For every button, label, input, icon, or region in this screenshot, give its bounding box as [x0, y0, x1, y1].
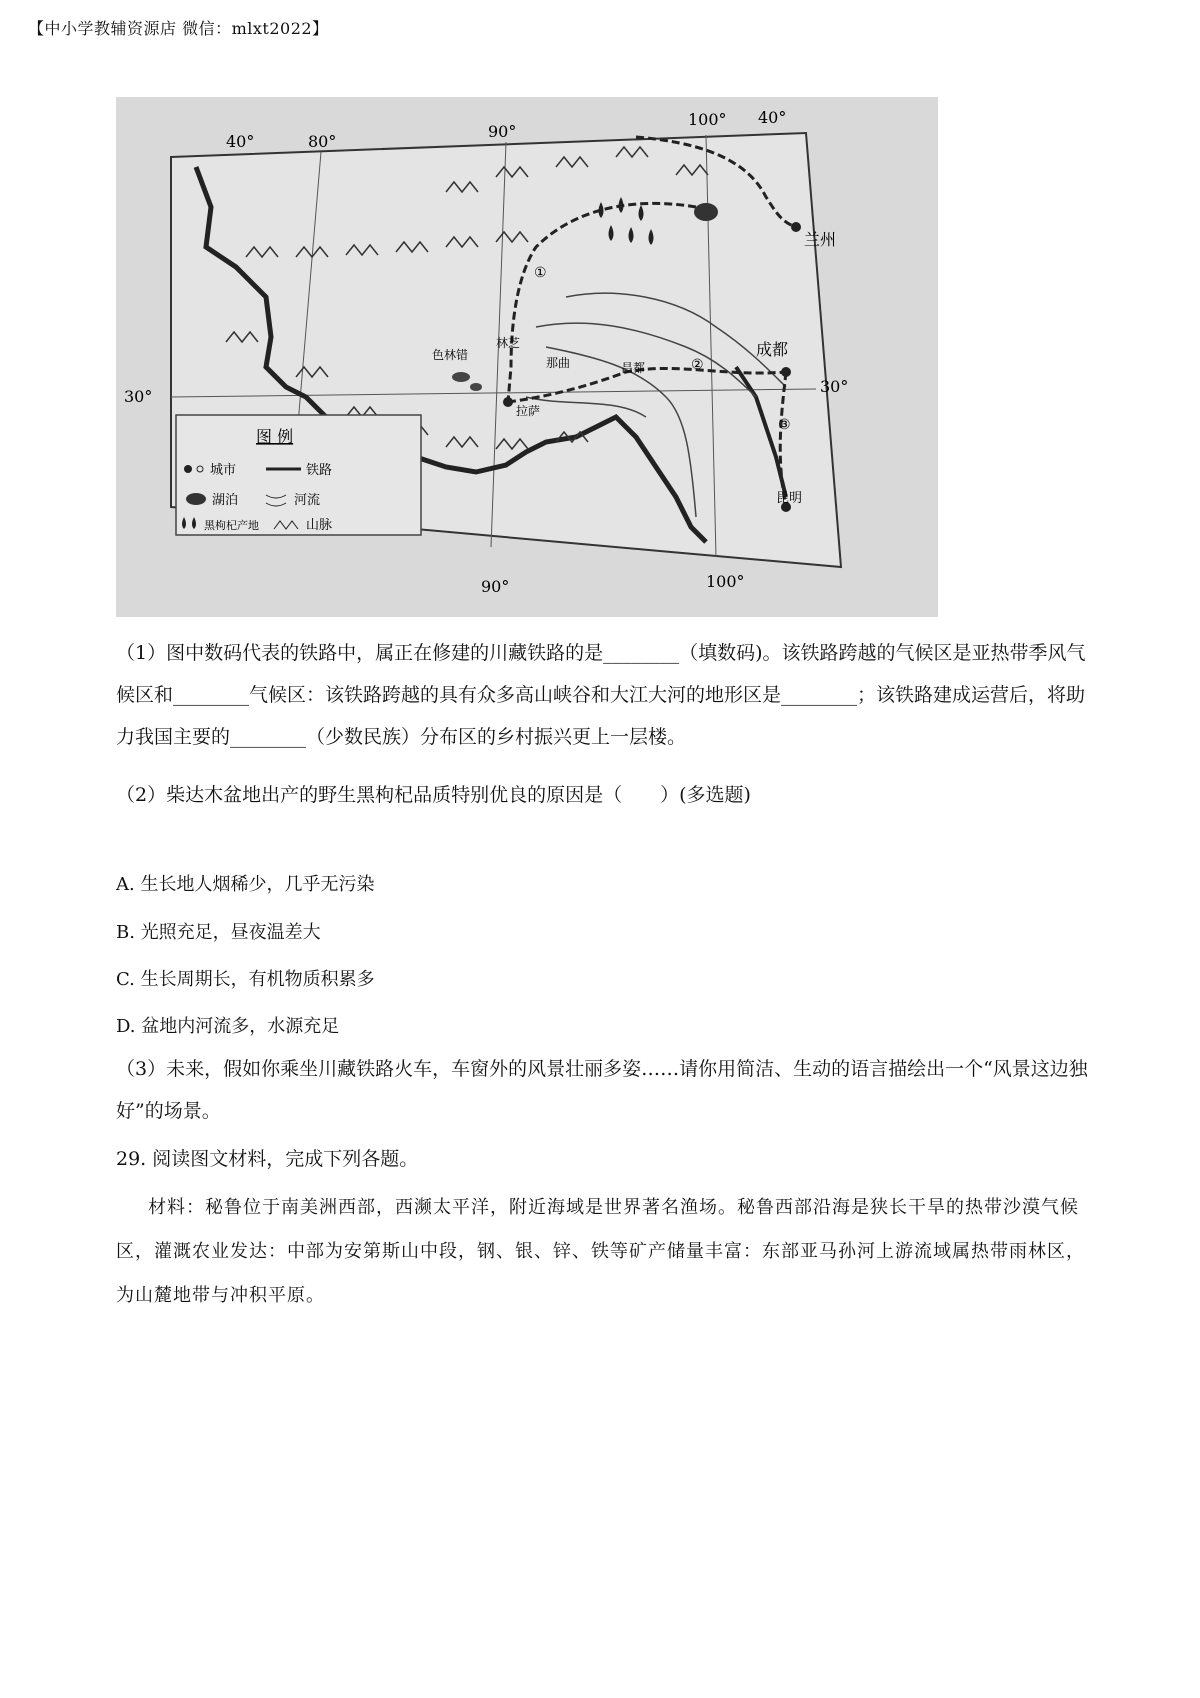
- label-lanzhou: 兰州: [804, 230, 837, 249]
- lake: [470, 383, 482, 391]
- label-chamdo: 昌都: [621, 361, 646, 375]
- legend-goji-label: 黑枸杞产地: [204, 519, 259, 532]
- question-29: 29. 阅读图文材料，完成下列各题。: [116, 1148, 419, 1170]
- lon-label-bottom: 90°: [481, 577, 510, 596]
- route-number-2: ②: [691, 357, 704, 373]
- city-dot-lanzhou: [791, 222, 801, 232]
- lon-label-bottom: 100°: [706, 572, 745, 591]
- option-d: D. 盆地内河流多，水源充足: [116, 1016, 340, 1037]
- lake: [452, 372, 470, 382]
- label-nagqu: 那曲: [546, 356, 571, 370]
- legend-lake-icon: [186, 493, 206, 505]
- lat-label-right: 30°: [820, 377, 849, 396]
- question-2: （2）柴达木盆地出产的野生黑枸杞品质特别优良的原因是（ ）(多选题): [116, 784, 751, 806]
- legend-lake-label: 湖泊: [212, 493, 239, 508]
- label-selinco: 色林错: [432, 348, 469, 362]
- legend-railway-label: 铁路: [306, 463, 333, 478]
- lat-label-left: 30°: [124, 387, 153, 406]
- legend-city-label: 城市: [210, 463, 237, 478]
- label-kunming: 昆明: [776, 491, 803, 506]
- label-lhasa: 拉萨: [516, 404, 541, 418]
- map-figure: [116, 97, 938, 617]
- city-dot-lhasa: [503, 397, 513, 407]
- question-1: （1）图中数码代表的铁路中，属正在修建的川藏铁路的是________（填数码)。该铁路跨越的气候区是亚热带季风气候区和________气候区：该铁路跨越的具有众多高山峡谷和大江大河的地形区是________；该铁路建成运营后，将助力我国主要的________（少数民族）分布区的乡村振兴更上一层楼。: [116, 642, 1086, 748]
- legend-river-label: 河流: [294, 493, 321, 508]
- lon-label: 90°: [488, 122, 517, 141]
- watermark-header: 【中小学教辅资源店 微信：mlxt2022】: [28, 19, 329, 38]
- legend-title: 图 例: [256, 427, 294, 446]
- option-a: A. 生长地人烟稀少，几乎无污染: [116, 874, 375, 895]
- material-paragraph: 材料：秘鲁位于南美洲西部，西濒太平洋，附近海域是世界著名渔场。秘鲁西部沿海是狭长干旱的热带沙漠气候区，灌溉农业发达：中部为安第斯山中段，钢、银、锌、铁等矿产储量丰富：东部亚马孙河上游流域属热带雨林区，为山麓地带与冲积平原。: [116, 1197, 1085, 1306]
- option-c: C. 生长周期长，有机物质积累多: [116, 969, 375, 990]
- lon-label: 80°: [308, 132, 337, 151]
- qinghai-lake: [694, 203, 718, 221]
- lon-label: 100°: [688, 110, 727, 129]
- option-b: B. 光照充足，昼夜温差大: [116, 922, 321, 943]
- route-number-3: ③: [778, 417, 791, 433]
- city-dot-chengdu: [781, 367, 791, 377]
- legend-city-icon: [184, 465, 192, 473]
- question-3: （3）未来，假如你乘坐川藏铁路火车，车窗外的风景壮丽多姿……请你用简洁、生动的语言描绘出一个“风景这边独好”的场景。: [116, 1058, 1088, 1122]
- label-nyingchi: 林芝: [496, 336, 521, 350]
- route-number-1: ①: [534, 265, 547, 281]
- lon-label: 40°: [226, 132, 255, 151]
- legend-mountain-label: 山脉: [306, 518, 333, 533]
- lon-label: 40°: [758, 108, 787, 127]
- map-legend: [176, 415, 421, 535]
- map-svg: [116, 97, 938, 617]
- label-chengdu: 成都: [756, 340, 789, 359]
